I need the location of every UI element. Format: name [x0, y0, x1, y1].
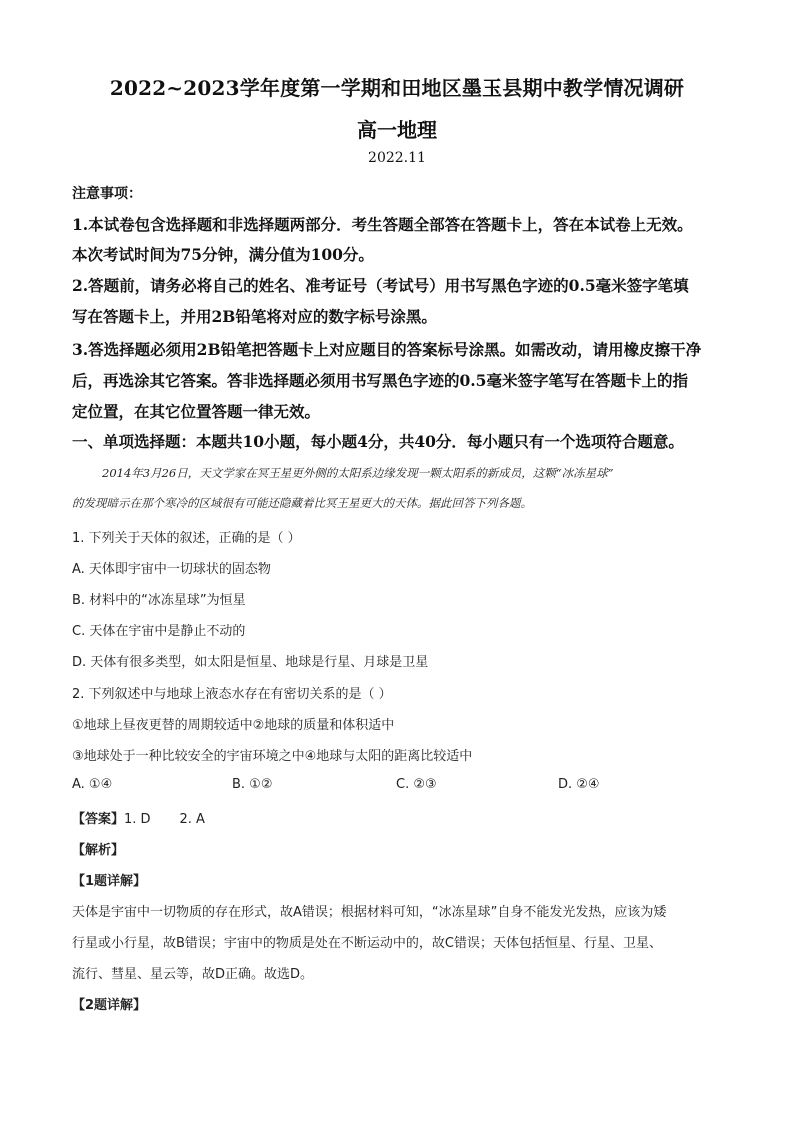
question-2-statement: ③地球处于一种比较安全的宇宙环境之中④地球与太阳的距离比较适中 — [72, 749, 473, 764]
question-1-option-c: C. 天体在宇宙中是静止不动的 — [72, 624, 246, 639]
detail-1-label: 【1题详解】 — [72, 874, 147, 889]
material-text: 2014年3月26日，天文学家在冥王星更外侧的太阳系边缘发现一颗太阳系的新成员，这颗“冰冻星球” — [102, 466, 614, 480]
question-1-option-d: D. 天体有很多类型，如太阳是恒星、地球是行星、月球是卫星 — [72, 655, 429, 670]
exam-title: 2022~2023学年度第一学期和田地区墨玉县期中教学情况调研 — [109, 76, 685, 100]
exam-date: 2022.11 — [368, 150, 426, 166]
notice-line: 写在答题卡上，并用2B铅笔将对应的数字标号涂黑。 — [72, 307, 437, 326]
question-2-stem: 2. 下列叙述中与地球上液态水存在有密切关系的是（ ） — [72, 687, 392, 702]
detail-1-text: 行星或小行星，故B错误；宇宙中的物质是处在不断运动中的，故C错误；天体包括恒星、行星、卫星、 — [72, 936, 662, 951]
notice-line: 1.本试卷包含选择题和非选择题两部分．考生答题全部答在答题卡上，答在本试卷上无效。 — [72, 215, 693, 234]
section-heading: 一、单项选择题：本题共10小题，每小题4分，共40分．每小题只有一个选项符合题意。 — [72, 432, 684, 451]
answer-line — [72, 808, 205, 827]
detail-2-label: 【2题详解】 — [72, 998, 147, 1013]
analysis-label: 【解析】 — [72, 843, 125, 858]
notice-line: 3.答选择题必须用2B铅笔把答题卡上对应题目的答案标号涂黑。如需改动，请用橡皮擦干净 — [72, 340, 702, 359]
question-1-stem: 1. 下列关于天体的叙述，正确的是（ ） — [72, 531, 301, 546]
notice-line: 定位置，在其它位置答题一律无效。 — [72, 402, 321, 421]
question-1-option-a: A. 天体即宇宙中一切球状的固态物 — [72, 562, 271, 577]
question-2-option-d: D. ②④ — [558, 777, 600, 792]
question-2-option-c: C. ②③ — [396, 777, 437, 792]
notice-line: 本次考试时间为75分钟，满分值为100分。 — [72, 245, 374, 264]
question-1-option-b: B. 材料中的“冰冻星球”为恒星 — [72, 593, 246, 608]
notice-heading: 注意事项： — [72, 186, 142, 202]
detail-1-text: 天体是宇宙中一切物质的存在形式，故A错误；根据材料可知，“冰冻星球”自身不能发光发热，应该为矮 — [72, 905, 667, 920]
material-text: 的发现暗示在那个寒冷的区域很有可能还隐藏着比冥王星更大的天体。据此回答下列各题。 — [72, 496, 532, 510]
notice-line: 2.答题前，请务必将自己的姓名、准考证号（考试号）用书写黑色字迹的0.5毫米签字笔填 — [72, 276, 689, 295]
question-2-option-b: B. ①② — [232, 777, 273, 792]
notice-line: 后，再选涂其它答案。答非选择题必须用书写黑色字迹的0.5毫米签字笔写在答题卡上的指 — [72, 371, 688, 390]
question-2-option-a: A. ①④ — [72, 777, 113, 792]
question-2-statement: ①地球上昼夜更替的周期较适中②地球的质量和体积适中 — [72, 718, 395, 733]
detail-1-text: 流行、彗星、星云等，故D正确。故选D。 — [72, 967, 314, 982]
answer-text: 1. D 2. A — [124, 812, 205, 827]
subject-title: 高一地理 — [357, 118, 437, 142]
answer-label: 【答案】 — [72, 812, 125, 827]
